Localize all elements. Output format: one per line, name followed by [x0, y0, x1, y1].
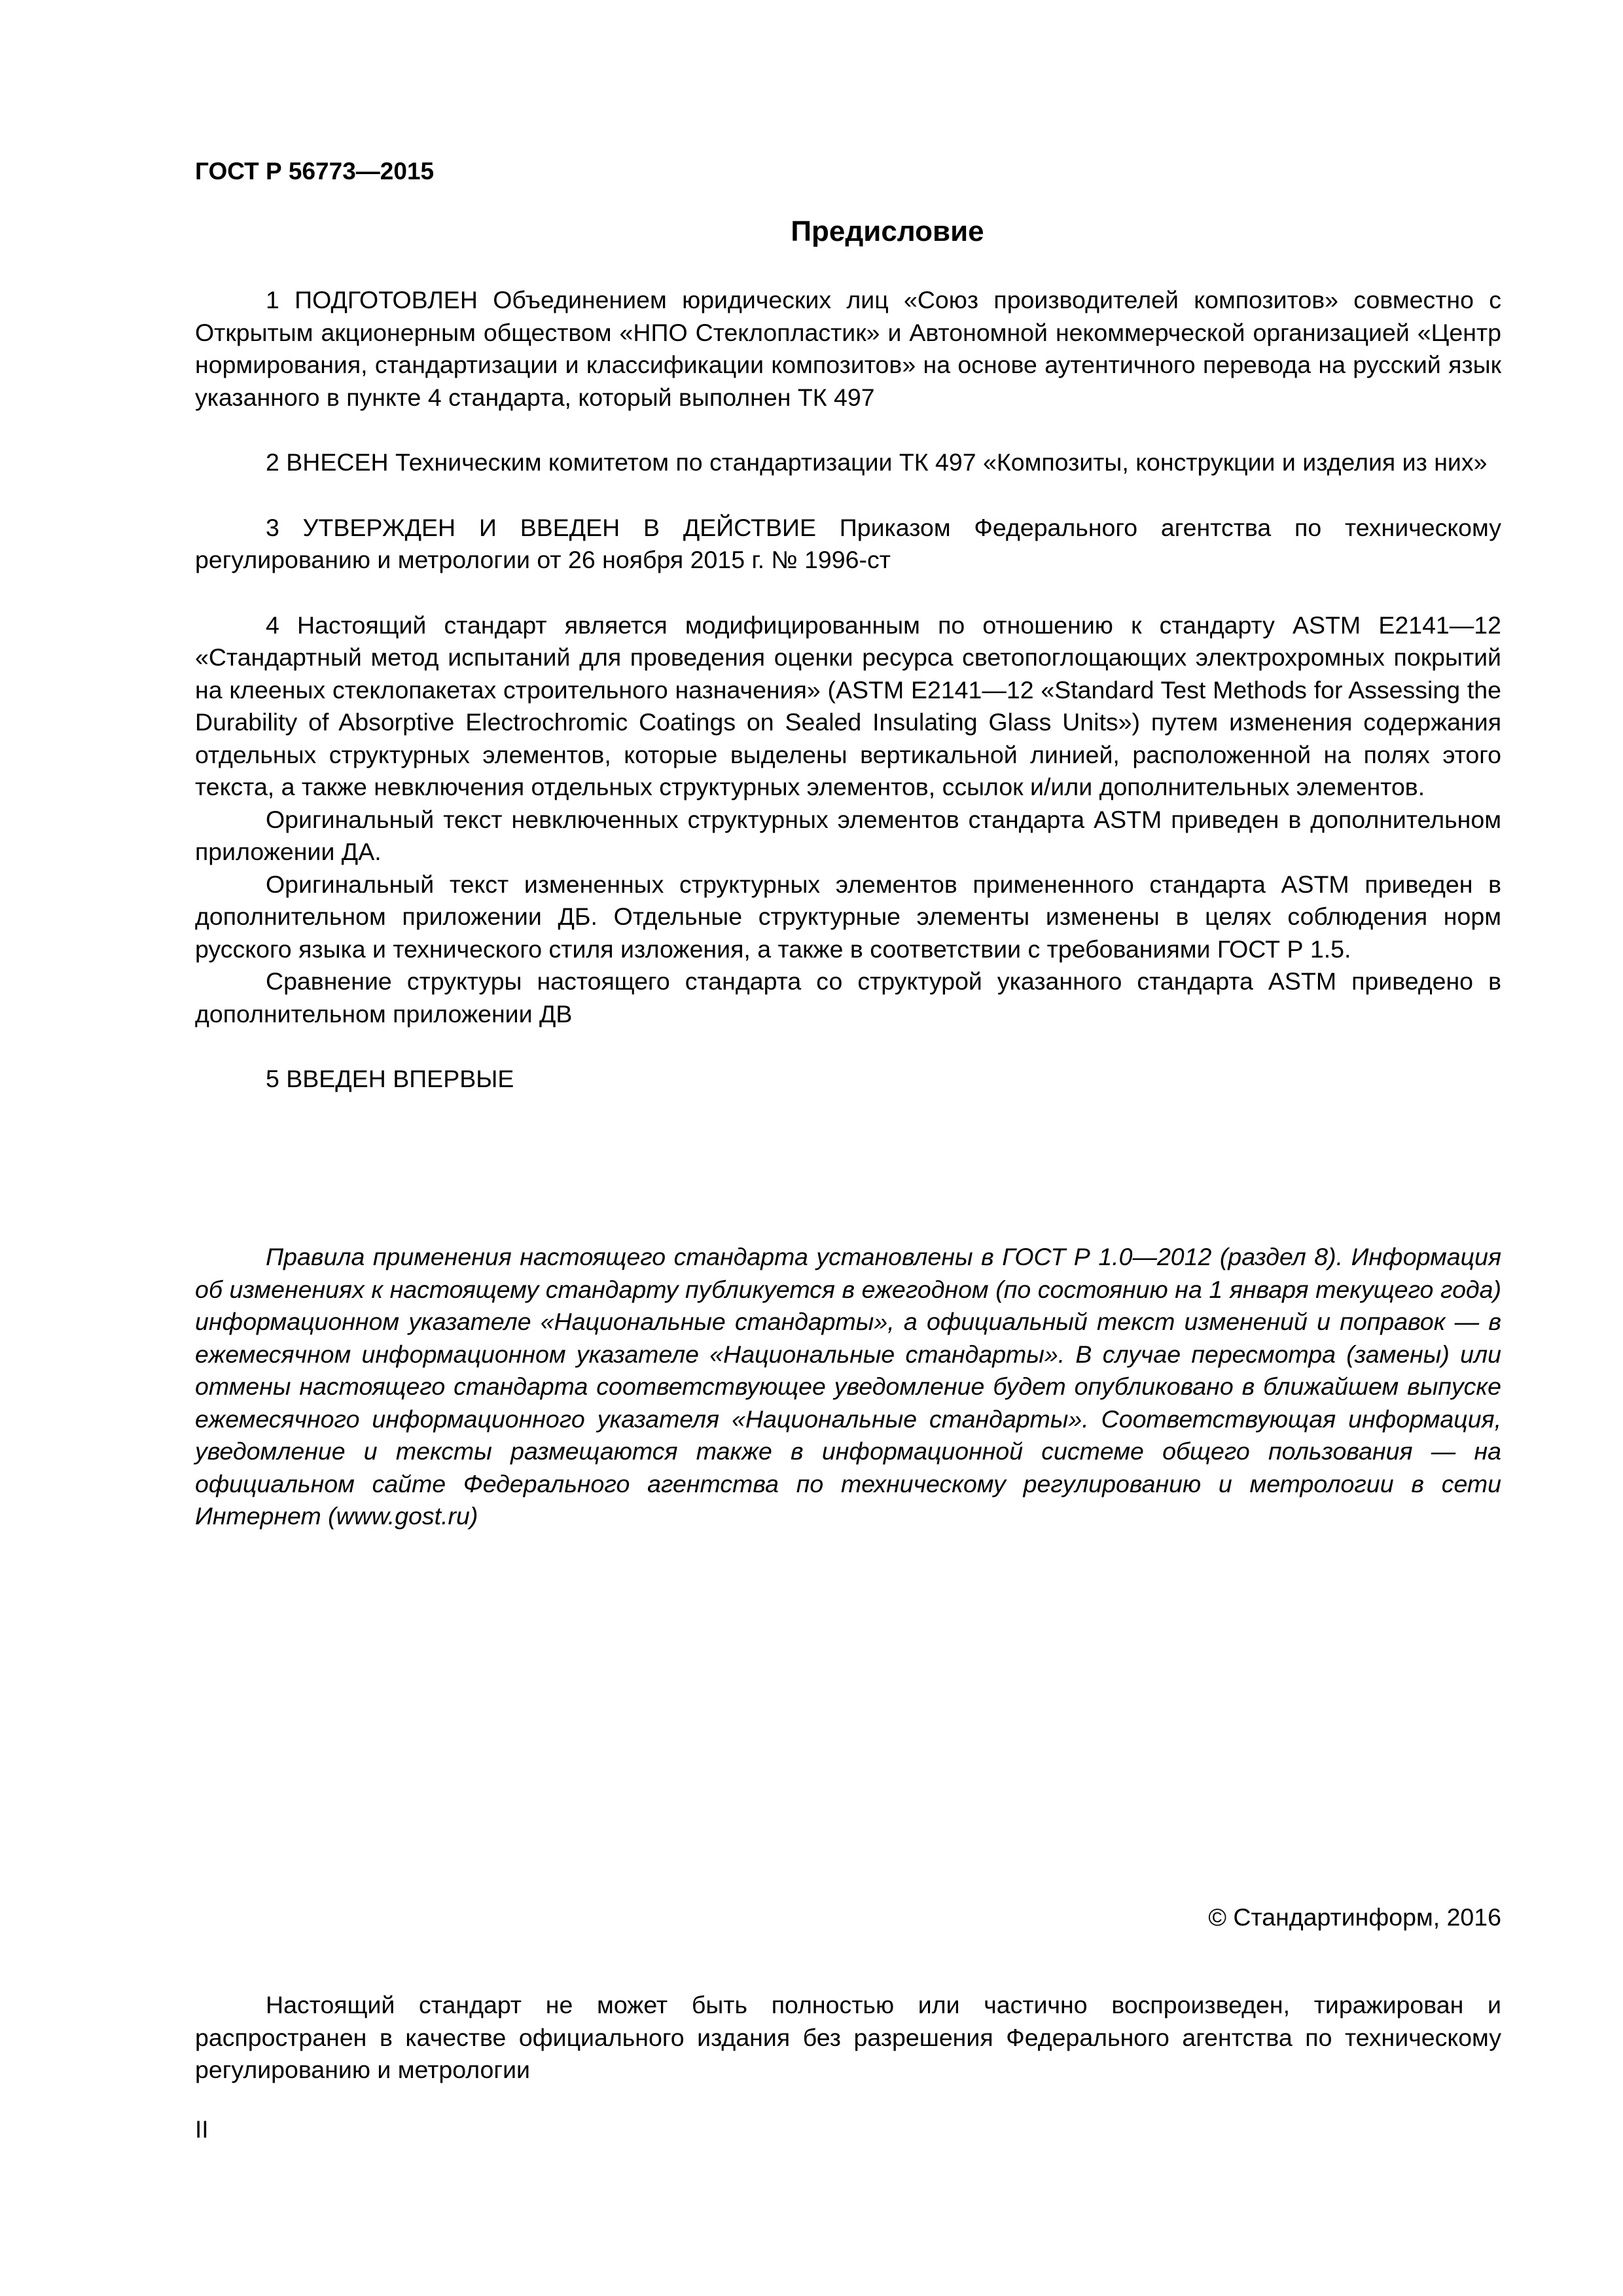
paragraph-annex-da: Оригинальный текст невключенных структурных элементов стандарта ASTM приведен в дополнительном приложении ДА.: [195, 805, 1501, 865]
application-rules-note: [195, 1241, 1501, 1533]
reproduction-notice-text: Настоящий стандарт не может быть полностью или частично воспроизведен, тиражирован и распространен в качестве официального издания без разрешения Федерального агентства по техническому регулированию и метрологии: [195, 1991, 1501, 2083]
paragraph-annex-dv: Сравнение структуры настоящего стандарта со структурой указанного стандарта ASTM приведено в дополнительном приложении ДВ: [195, 967, 1501, 1028]
paragraph-submitted: 2 ВНЕСЕН Техническим комитетом по стандартизации ТК 497 «Композиты, конструкции и изделия из них»: [266, 448, 1488, 476]
paragraph-approved: 3 УТВЕРЖДЕН И ВВЕДЕН В ДЕЙСТВИЕ Приказом Федерального агентства по техническому регулированию и метрологии от 26 ноября 2015 г. № 1996-ст: [195, 513, 1501, 573]
paragraph-annex-db: Оригинальный текст измененных структурных элементов примененного стандарта ASTM приведен в дополнительном приложении ДБ. Отдельные структурные элементы изменены в целях соблюдения норм русского языка и технического стиля изложения, а также в соответствии с требованиями ГОСТ Р 1.5.: [195, 870, 1501, 963]
reproduction-notice: [195, 1989, 1501, 2087]
page-number: II: [195, 2116, 209, 2143]
document-code: ГОСТ Р 56773—2015: [195, 158, 435, 185]
rules-note-text: Правила применения настоящего стандарта установлены в ГОСТ Р 1.0—2012 (раздел 8). Информация об изменениях к настоящему стандарту публикуется в ежегодном (по состоянию на 1 января текущего года) информационном указателе «Национальные стандарты», а официальный текст изменений и поправок — в ежемесячном информационном указателе «Национальные стандарты». В случае пересмотра (замены) или отмены настоящего стандарта соответствующее уведомление будет опубликовано в ближайшем выпуске ежемесячного информационного указателя «Национальные стандарты». Соответствующая информация, уведомление и тексты размещаются также в информационной системе общего пользования — на официальном сайте Федерального агентства по техническому регулированию и метрологии в сети Интернет (www.gost.ru): [195, 1243, 1501, 1530]
paragraph-introduced-first: 5 ВВЕДЕН ВПЕРВЫЕ: [266, 1065, 514, 1092]
paragraph-modified-standard: 4 Настоящий стандарт является модифицированным по отношению к стандарту ASTM E2141—12 «Стандартный метод испытаний для проведения оценки ресурса светопоглощающих электрохромных покрытий на клееных стеклопакетах строительного назначения» (ASTM E2141—12 «Standard Test Methods for Assessing the Durability of Absorptive Electrochromic Coatings on Sealed Insulating Glass Units») путем изменения содержания отдельных структурных элементов, которые выделены вертикальной линией, расположенной на полях этого текста, а также невключения отдельных структурных элементов, ссылок и/или дополнительных элементов.: [195, 611, 1501, 800]
copyright: © Стандартинформ, 2016: [1208, 1903, 1501, 1931]
foreword-body: [195, 284, 1501, 1096]
page-title: Предисловие: [791, 215, 984, 247]
paragraph-prepared: 1 ПОДГОТОВЛЕН Объединением юридических лиц «Союз производителей композитов» совместно с Открытым акционерным обществом «НПО Стеклопластик» и Автономной некоммерческой организацией «Центр нормирования, стандартизации и классификации композитов» на основе аутентичного перевода на русский язык указанного в пункте 4 стандарта, который выполнен ТК 497: [195, 286, 1501, 411]
